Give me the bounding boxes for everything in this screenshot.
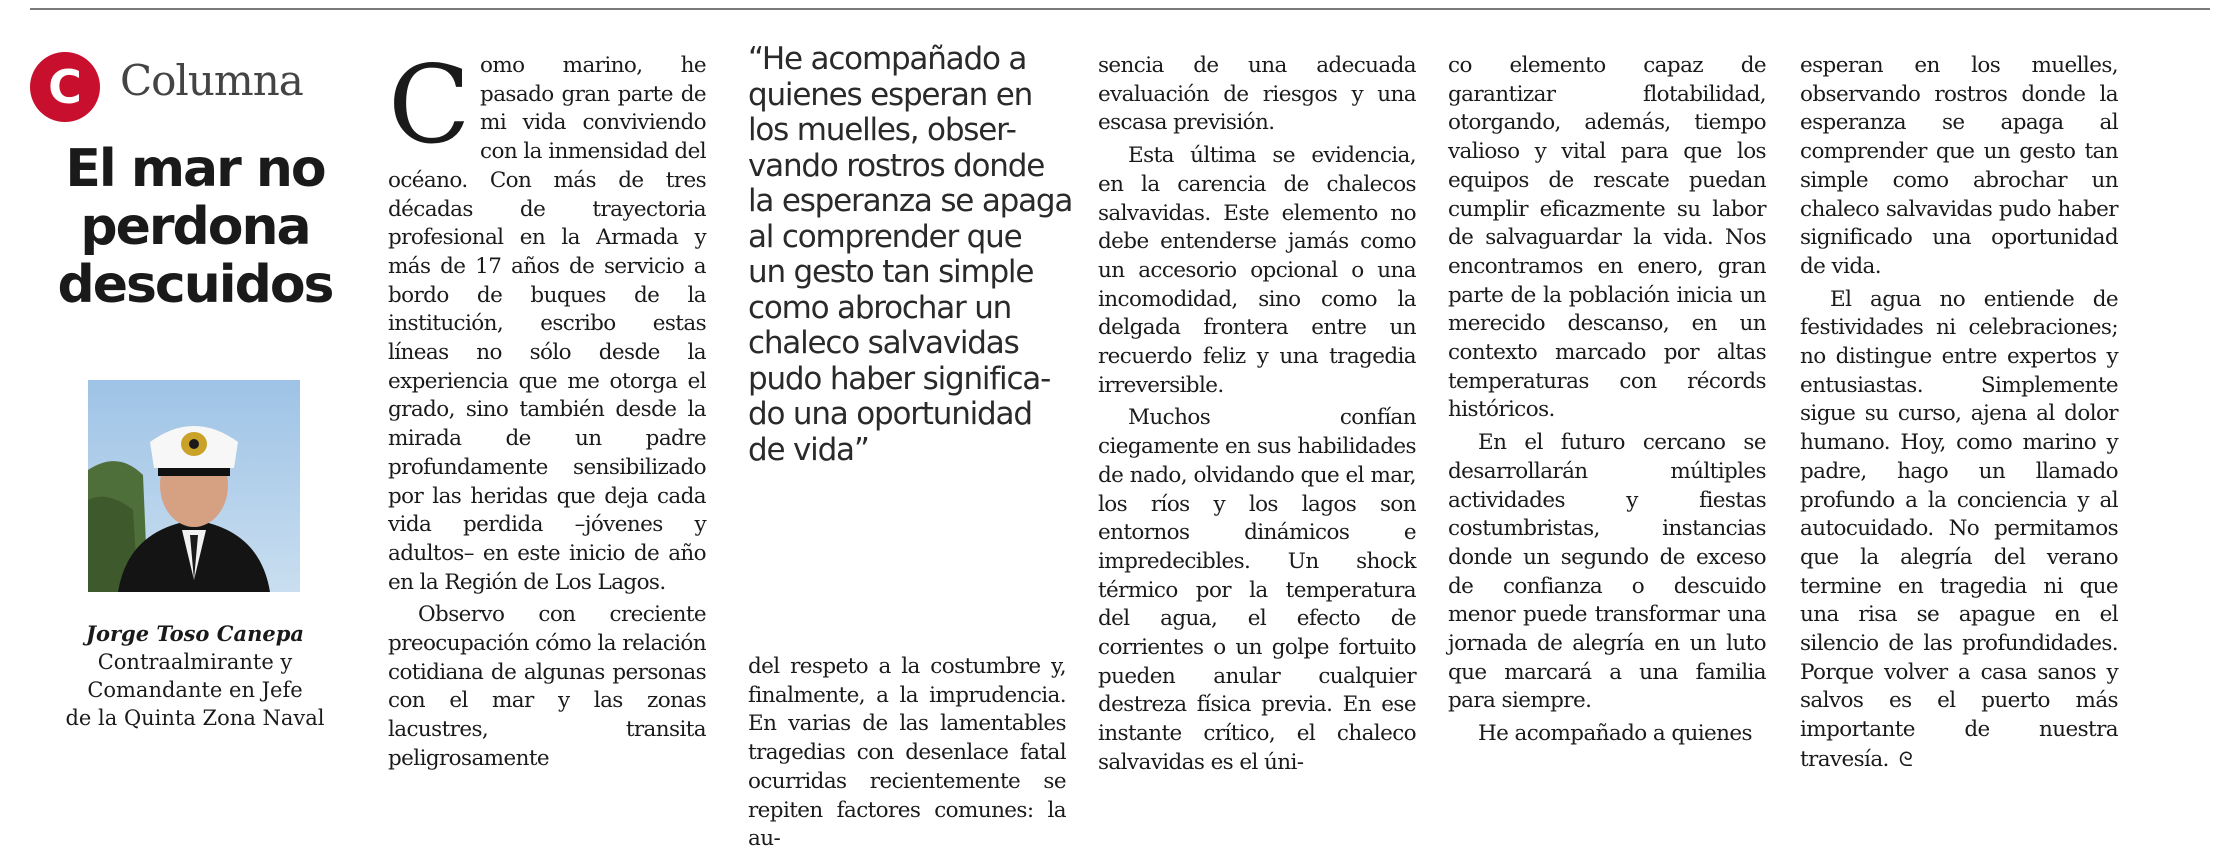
section-badge: C: [30, 52, 100, 122]
headline-line: perdona: [80, 197, 310, 257]
pull-quote-line: “He acompañado a: [748, 41, 1027, 77]
pull-quote-line: chaleco salvavidas: [748, 325, 1019, 361]
pull-quote-line: quienes esperan en: [748, 76, 1033, 113]
byline: [30, 620, 360, 732]
paragraph: Observo con creciente preocupación cómo la relación cotidiana de algunas personas con el mar y las zonas lacustres, transita peligrosamente: [388, 602, 706, 771]
paragraph: del respeto a la costumbre y, finalmente, a la imprudencia. En varias de las lamentables tragedias con desenlace fatal ocurridas recientemente se repiten factores comunes: la au-: [748, 654, 1066, 852]
end-mark-icon: ᘓ: [1898, 746, 1913, 771]
pull-quote-line: vando rostros donde: [748, 147, 1045, 184]
paragraph: Muchos confían ciegamente en sus habilidades de nado, olvidando que el mar, los ríos y los lagos son entornos dinámicos e impredecibles. Un shock térmico por la temperatura del agua, el efecto de corrientes o un golpe fortuito pueden anular cualquier destreza física previa. En ese instante crítico, el chaleco salvavidas es el úni-: [1098, 405, 1416, 775]
paragraph: [388, 43, 706, 597]
author-role-line: Comandante en Jefe: [87, 678, 303, 702]
paragraph: esperan en los muelles, observando rostros donde la esperanza se apaga al comprender que un gesto tan simple como abrochar un chaleco salvavidas pudo haber significado una oportunidad de vida.: [1800, 53, 2118, 279]
column-2-lower: [748, 653, 1066, 854]
pull-quote-line: pudo haber significa-: [748, 360, 1051, 397]
paragraph: En el futuro cercano se desarrollarán múltiples actividades y fiestas costumbristas, instancias donde un segundo de exceso de confianza o descuido menor puede transformar una jornada de alegría en un luto que marcará a una familia para siempre.: [1448, 430, 1766, 714]
pull-quote-line: como abrochar un: [748, 289, 1012, 326]
pull-quote-line: la esperanza se apaga: [748, 183, 1073, 219]
author-role-line: Contraalmirante y: [97, 650, 293, 674]
paragraph: co elemento capaz de garantizar flotabilidad, otorgando, además, tiempo valioso y vital para que los equipos de rescate puedan cumplir eficazmente su labor de salvaguardar la vida. Nos encontramos en enero, gran parte de la población inicia un merecido descanso, en un contexto marcado por altas temperaturas con récords históricos.: [1448, 53, 1766, 423]
paragraph: sencia de una adecuada evaluación de riesgos y una escasa previsión.: [1098, 53, 1416, 136]
column-1: [388, 43, 706, 774]
pull-quote-line: un gesto tan simple: [748, 254, 1034, 290]
headline-line: El mar no: [65, 139, 325, 199]
author-name: Jorge Toso Canepa: [86, 621, 304, 646]
pull-quote-line: al comprender que: [748, 218, 1022, 255]
paragraph: He acompañado a quienes: [1478, 721, 1752, 747]
column-4: [1448, 52, 1766, 749]
headline-line: descuidos: [57, 255, 333, 315]
paragraph-text: El agua no entiende de festividades ni celebraciones; no distingue entre expertos y entusiastas. Simplemente sigue su curso, ajena al dolor humano. Hoy, como marino y padre, hago un llamado profundo a la conciencia y al autocuidado. No permitamos que la alegría del verano termine en tragedia ni que una risa se apague en el silencio de las profundidades. Porque volver a casa sanos y salvos es el puerto más importante de nuestra travesía.: [1800, 286, 2118, 772]
author-photo: [88, 380, 300, 592]
section-label: Columna: [120, 56, 303, 105]
author-role-line: de la Quinta Zona Naval: [65, 706, 325, 730]
top-rule: [30, 8, 2210, 10]
column-5: [1800, 52, 2118, 775]
headline: [30, 140, 360, 314]
pull-quote-line: los muelles, obser-: [748, 112, 1016, 148]
paragraph: Esta última se evidencia, en la carencia de chalecos salvavidas. Este elemento no debe entenderse jamás como un accesorio opcional o una incomodidad, sino como la delgada frontera entre un recuerdo feliz y una tragedia irreversible.: [1098, 143, 1416, 398]
pull-quote-line: de vida”: [748, 431, 869, 468]
drop-cap: C: [388, 43, 471, 168]
pull-quote-line: do una oportunidad: [748, 396, 1032, 432]
pull-quote: [748, 42, 1078, 468]
column-3: [1098, 52, 1416, 778]
paragraph: [1800, 286, 2118, 775]
paragraph-text: omo marino, he pasado gran parte de mi vida conviviendo con la inmensidad del océano. Con más de tres décadas de trayectoria profesional en la Armada y más de 17 años de servicio a bordo de buques de la institución, escribo estas líneas no sólo desde la experiencia que me otorga el grado, sino también desde la mirada de un padre profundamente sensibilizado por las heridas que deja cada vida perdida –jóvenes y adultos– en este inicio de año en la Región de Los Lagos.: [388, 53, 706, 595]
